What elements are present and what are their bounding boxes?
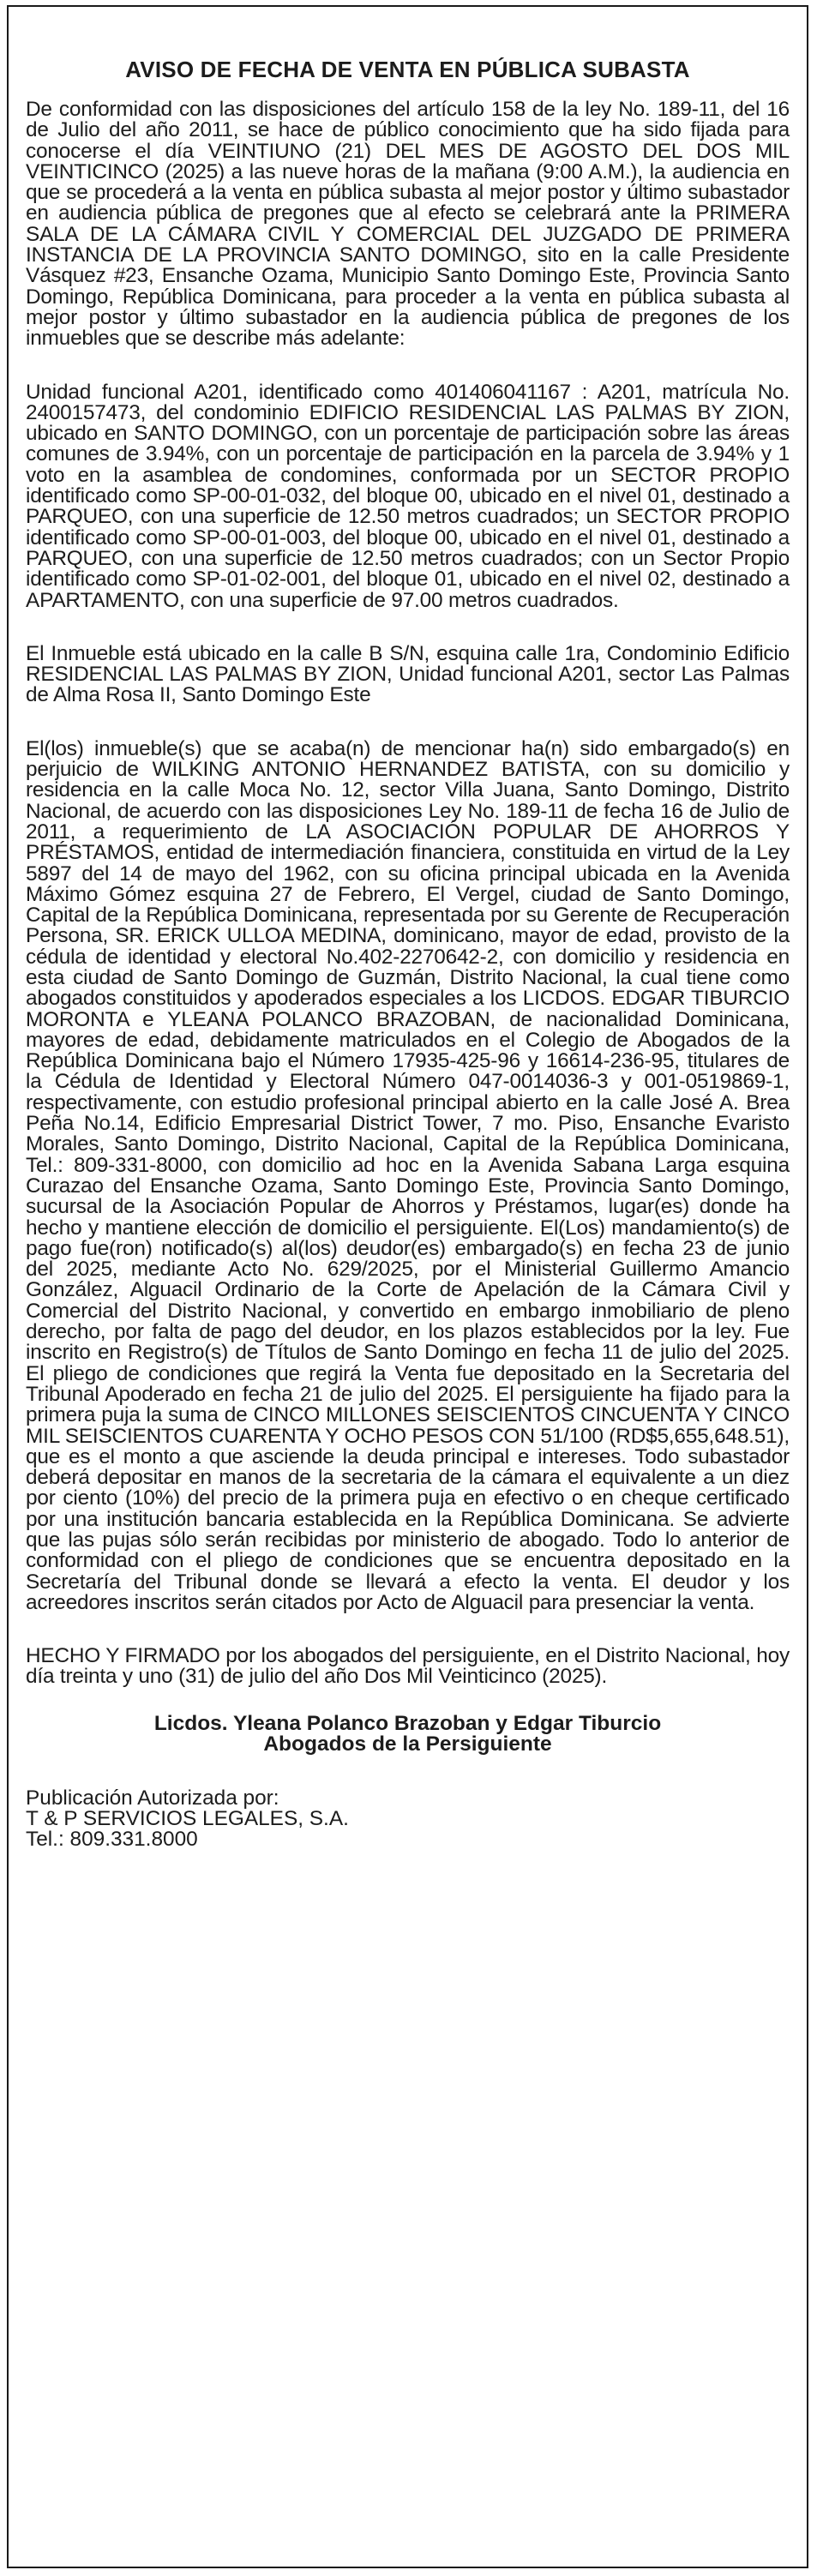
legal-notice bbox=[7, 5, 808, 2568]
paragraph-signed: HECHO Y FIRMADO por los abogados del persiguiente, en el Distrito Nacional, hoy día treinta y uno (31) de julio del año Dos Mil Veinticinco (2025). bbox=[26, 1644, 790, 1689]
publication-label: Publicación Autorizada por: bbox=[26, 1786, 279, 1810]
signers-names: Licdos. Yleana Polanco Brazoban y Edgar Tiburcio bbox=[153, 1711, 662, 1735]
paragraph-auction-date: De conformidad con las disposiciones del artículo 158 de la ley No. 189-11, del 16 de Julio del año 2011, se hace de público conocimiento que ha sido fijada para conocerse el día VEINTIUNO (21) DEL MES DE AGOSTO DEL DOS MIL VEINTICINCO (2025) a las nueve horas de la mañana (9:00 A.M.), la audiencia en que se procederá a la venta en pública subasta al mejor postor y último subastador en audiencia pública de pregones que al efecto se celebrará ante la PRIMERA SALA DE LA CÁMARA CIVIL Y COMERCIAL DEL JUZGADO DE PRIMERA INSTANCIA DE LA PROVINCIA SANTO DOMINGO, sito en la calle Presidente Vásquez #23, Ensanche Ozama, Municipio Santo Domingo Este, Provincia Santo Domingo, República Dominicana, para proceder a la venta en pública subasta al mejor postor y último subastador en la audiencia pública de pregones de los inmuebles que se describe más adelante: bbox=[26, 98, 790, 351]
publication-company: T & P SERVICIOS LEGALES, S.A. bbox=[26, 1807, 349, 1831]
notice-title: AVISO DE FECHA DE VENTA EN PÚBLICA SUBASTA bbox=[125, 57, 690, 82]
publication-phone: Tel.: 809.331.8000 bbox=[26, 1828, 198, 1852]
paragraph-property-description: Unidad funcional A201, identificado como 401406041167 : A201, matrícula No. 2400157473, del condominio EDIFICIO RESIDENCIAL LAS PALMAS BY ZION, ubicado en SANTO DOMINGO, con un porcentaje de participación sobre las áreas comunes de 3.94%, con un porcentaje de participación en la parcela de 3.94% y 1 voto en la asamblea de condomines, conformada por un SECTOR PROPIO identificado como SP-00-01-032, del bloque 00, ubicado en el nivel 01, destinado a PARQUEO, con una superficie de 12.50 metros cuadrados; un SECTOR PROPIO identificado como SP-00-01-003, del bloque 00, ubicado en el nivel 01, destinado a PARQUEO, con una superficie de 12.50 metros cuadrados; con un Sector Propio identificado como SP-01-02-001, del bloque 01, ubicado en el nivel 02, destinado a APARTAMENTO, con una superficie de 97.00 metros cuadrados. bbox=[26, 380, 790, 612]
paragraph-property-location: El Inmueble está ubicado en la calle B S/N, esquina calle 1ra, Condominio Edificio RESIDENCIAL LAS PALMAS BY ZION, Unidad funcional A201, sector Las Palmas de Alma Rosa II, Santo Domingo Este bbox=[26, 641, 790, 707]
signers-role: Abogados de la Persiguiente bbox=[263, 1732, 552, 1756]
paragraph-seizure-details: El(los) inmueble(s) que se acaba(n) de mencionar ha(n) sido embargado(s) en perjuicio de WILKING ANTONIO HERNANDEZ BATISTA, con su domicilio y residencia en la calle Moca No. 12, sector Villa Juana, Santo Domingo, Distrito Nacional, de acuerdo con las disposiciones Ley No. 189-11 de fecha 16 de Julio de 2011, a requerimiento de LA ASOCIACIÓN POPULAR DE AHORROS Y PRÉSTAMOS, entidad de intermediación financiera, constituida en virtud de la Ley 5897 del 14 de mayo del 1962, con su oficina principal ubicada en la Avenida Máximo Gómez esquina 27 de Febrero, El Vergel, ciudad de Santo Domingo, Capital de la República Dominicana, representada por su Gerente de Recuperación Persona, SR. ERICK ULLOA MEDINA, dominicano, mayor de edad, provisto de la cédula de identidad y electoral No.402-2270642-2, con domicilio y residencia en esta ciudad de Santo Domingo de Guzmán, Distrito Nacional, la cual tiene como abogados constituidos y apoderados especiales a los LICDOS. EDGAR TIBURCIO MORONTA e YLEANA POLANCO BRAZOBAN, de nacionalidad Dominicana, mayores de edad, debidamente matriculados en el Colegio de Abogados de la República Dominicana bajo el Número 17935-425-96 y 16614-236-95, titulares de la Cédula de Identidad y Electoral Número 047-0014036-3 y 001-0519869-1, respectivamente, con estudio profesional principal abierto en la calle José A. Brea Peña No.14, Edificio Empresarial District Tower, 7 mo. Piso, Ensanche Evaristo Morales, Santo Domingo, Distrito Nacional, Capital de la República Dominicana, Tel.: 809-331-8000, con domicilio ad hoc en la Avenida Sabana Larga esquina Curazao del Ensanche Ozama, Santo Domingo Este, Provincia Santo Domingo, sucursal de la Asociación Popular de Ahorros y Préstamos, lugar(es) donde ha hecho y mantiene elección de domicilio el persiguiente. El(Los) mandamiento(s) de pago fue(ron) notificado(s) al(los) deudor(es) embargado(s) en fecha 23 de junio del 2025, mediante Acto No. 629/2025, por el Ministerial Guillermo Amancio González, Alguacil Ordinario de la Corte de Apelación de la Cámara Civil y Comercial del Distrito Nacional, y convertido en embargo inmobiliario de pleno derecho, por falta de pago del deudor, en los plazos establecidos por la ley. Fue inscrito en Registro(s) de Títulos de Santo Domingo en fecha 11 de julio del 2025. El pliego de condiciones que regirá la Venta fue depositado en la Secretaria del Tribunal Apoderado en fecha 21 de julio del 2025. El persiguiente ha fijado para la primera puja la suma de CINCO MILLONES SEISCIENTOS CINCUENTA Y CINCO MIL SEISCIENTOS CUARENTA Y OCHO PESOS CON 51/100 (RD$5,655,648.51), que es el monto a que asciende la deuda principal e intereses. Todo subastador deberá depositar en manos de la secretaria de la cámara el equivalente a un diez por ciento (10%) del precio de la primera puja en efectivo o en cheque certificado por una institución bancaria establecida en la República Dominicana. Se advierte que las pujas sólo serán recibidas por ministerio de abogado. Todo lo anterior de conformidad con el pliego de condiciones que se encuentra depositado en la Secretaría del Tribunal donde se llevará a efecto la venta. El deudor y los acreedores inscritos serán citados por Acto de Alguacil para presenciar la venta. bbox=[26, 736, 790, 1614]
signers-block bbox=[26, 1711, 790, 1756]
publication-info bbox=[26, 1788, 790, 1851]
